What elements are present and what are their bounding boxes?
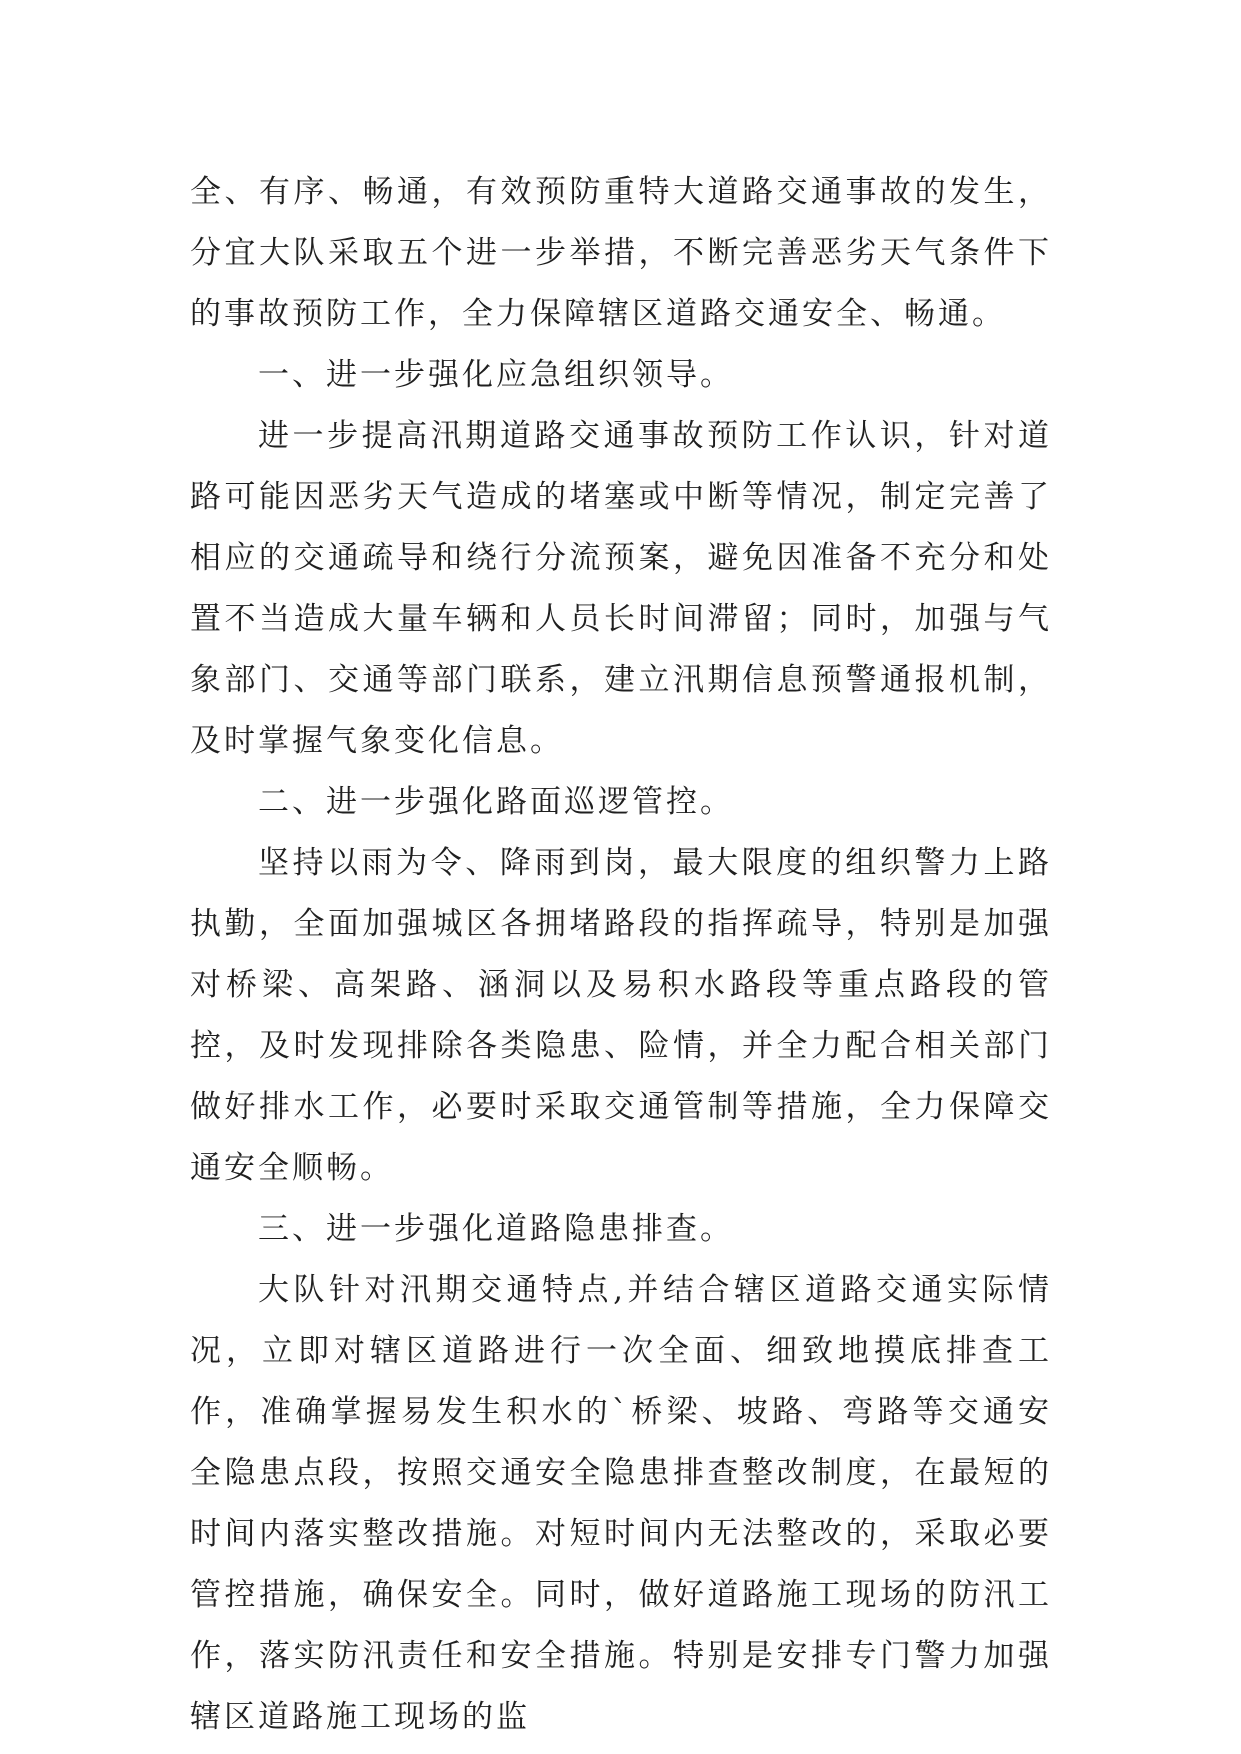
paragraph-section-3: 大队针对汛期交通特点,并结合辖区道路交通实际情况，立即对辖区道路进行一次全面、细致地摸底排查工作，准确掌握易发生积水的`桥梁、坡路、弯路等交通安全隐患点段，按照交通安全隐患排查整改制度，在最短的时间内落实整改措施。对短时间内无法整改的，采取必要管控措施，确保安全。同时，做好道路施工现场的防汛工作，落实防汛责任和安全措施。特别是安排专门警力加强辖区道路施工现场的监 bbox=[190, 1272, 1052, 1735]
section-heading-2: 二、进一步强化路面巡逻管控。 bbox=[258, 784, 734, 820]
section-heading-1: 一、进一步强化应急组织领导。 bbox=[258, 357, 734, 393]
paragraph-section-1: 进一步提高汛期道路交通事故预防工作认识，针对道路可能因恶劣天气造成的堵塞或中断等情况，制定完善了相应的交通疏导和绕行分流预案，避免因准备不充分和处置不当造成大量车辆和人员长时间滞留；同时，加强与气象部门、交通等部门联系，建立汛期信息预警通报机制，及时掌握气象变化信息。 bbox=[190, 418, 1052, 759]
document-body bbox=[190, 162, 1052, 1748]
section-heading-3: 三、进一步强化道路隐患排查。 bbox=[258, 1211, 734, 1247]
paragraph-section-2: 坚持以雨为令、降雨到岗，最大限度的组织警力上路执勤，全面加强城区各拥堵路段的指挥疏导，特别是加强对桥梁、高架路、涵洞以及易积水路段等重点路段的管控，及时发现排除各类隐患、险情，并全力配合相关部门做好排水工作，必要时采取交通管制等措施，全力保障交通安全顺畅。 bbox=[190, 845, 1052, 1186]
paragraph-intro-continued: 全、有序、畅通，有效预防重特大道路交通事故的发生，分宜大队采取五个进一步举措，不断完善恶劣天气条件下的事故预防工作，全力保障辖区道路交通安全、畅通。 bbox=[190, 174, 1052, 332]
